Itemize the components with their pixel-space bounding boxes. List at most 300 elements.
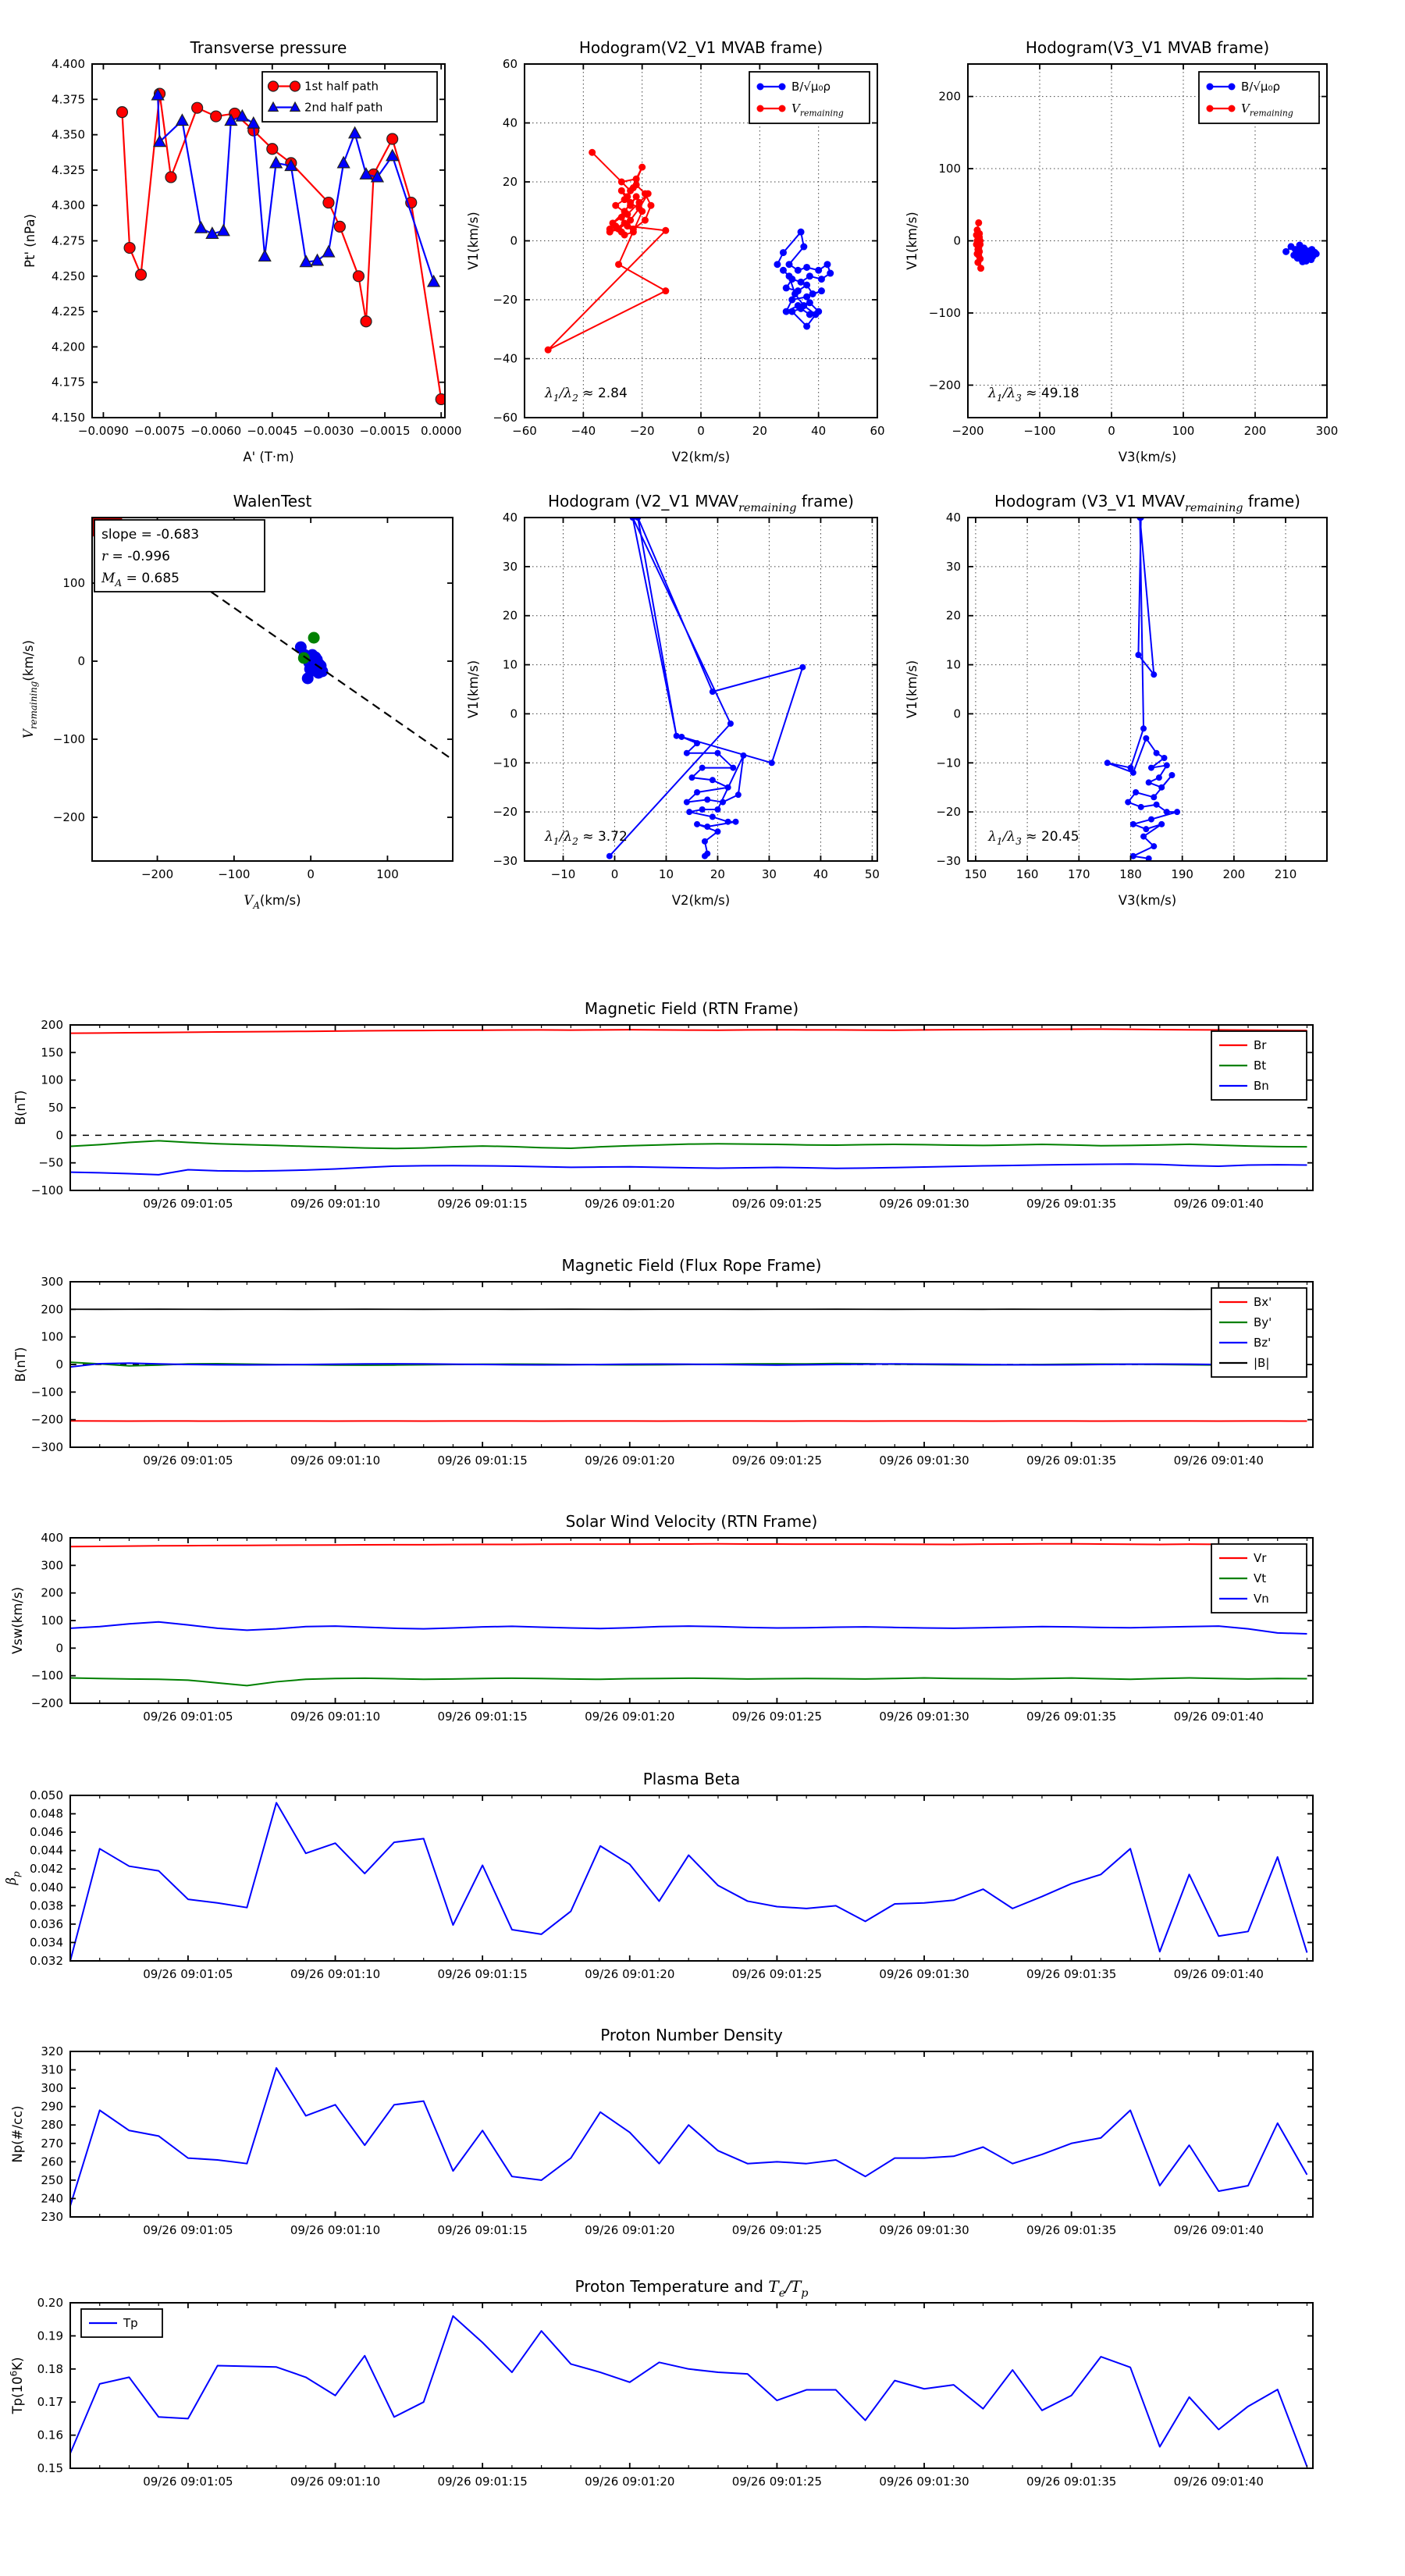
text-label: 200 xyxy=(41,1302,63,1317)
x-tick-labels xyxy=(143,2223,1264,2237)
proton-density-plot-svg xyxy=(0,2011,1405,2253)
text-label: 0.034 xyxy=(30,1935,63,1950)
text-label: 4.400 xyxy=(52,57,85,71)
text-label: −0.0030 xyxy=(303,424,354,438)
series-Bt-line xyxy=(70,1140,1307,1148)
stats-line: $M_A = 0.685$ xyxy=(101,571,180,589)
x-tick-labels xyxy=(951,424,1338,438)
series-Bn xyxy=(70,1164,1307,1175)
axes-spines xyxy=(70,1795,1313,1961)
axes-spines xyxy=(968,518,1327,861)
text-label: 09/26 09:01:35 xyxy=(1026,1967,1117,1981)
text-label: 0.18 xyxy=(37,2361,63,2376)
text-label: 0.046 xyxy=(30,1825,63,1840)
legend-label: Vt xyxy=(1254,1571,1267,1585)
text-label: −200 xyxy=(140,867,174,881)
series-Vr xyxy=(70,1544,1307,1547)
text-label: 09/26 09:01:05 xyxy=(143,1453,233,1468)
x-tick-labels xyxy=(143,1967,1264,1981)
text-label: 40 xyxy=(813,867,828,881)
legend-label: 2nd half path xyxy=(304,100,383,115)
text-label: 4.175 xyxy=(52,375,85,390)
series-2nd-half-path-line xyxy=(158,95,433,282)
series-Vn-line xyxy=(70,1622,1307,1634)
y-axis-label: Vsw(km/s) xyxy=(10,1586,25,1655)
text-label: 0 xyxy=(77,654,85,668)
legend xyxy=(1211,1031,1307,1100)
grid-lines xyxy=(968,518,1327,861)
text-label: −40 xyxy=(493,351,518,366)
hodogram-v2v1-mvav-plot-svg xyxy=(466,492,890,948)
y-axis-label: V1(km/s) xyxy=(905,660,919,719)
proton-density-plot xyxy=(0,2011,1405,2253)
hodogram-v2v1-mvab-plot-svg xyxy=(466,20,890,488)
chart-title: Transverse pressure xyxy=(190,38,347,57)
y-tick-labels xyxy=(37,2296,63,2475)
text-label: 4.375 xyxy=(52,92,85,107)
text-label: 100 xyxy=(41,1614,63,1628)
legend-label: Br xyxy=(1254,1038,1267,1052)
y-axis-label: $\beta_p$ xyxy=(4,1871,22,1885)
text-label: 0 xyxy=(610,867,619,881)
text-label: 09/26 09:01:30 xyxy=(879,1710,969,1724)
text-label: −20 xyxy=(493,293,518,307)
text-label: 09/26 09:01:40 xyxy=(1173,1197,1264,1211)
x-tick-labels xyxy=(512,424,884,438)
text-label: 30 xyxy=(761,867,777,881)
y-tick-labels xyxy=(30,1788,63,1968)
text-label: −0.0075 xyxy=(134,424,186,438)
walen-test-plot xyxy=(16,492,492,948)
text-label: 09/26 09:01:25 xyxy=(731,2475,823,2489)
series-Np-line xyxy=(70,2068,1307,2206)
chart-title: WalenTest xyxy=(233,492,312,511)
text-label: 4.225 xyxy=(52,304,85,319)
text-label: 0 xyxy=(697,424,705,438)
text-label: −200 xyxy=(951,424,984,438)
text-label: 09/26 09:01:40 xyxy=(1173,1967,1264,1981)
text-label: −100 xyxy=(30,1668,63,1683)
text-label: 320 xyxy=(41,2044,63,2058)
text-label: 190 xyxy=(1171,867,1193,881)
y-tick-labels xyxy=(41,2044,63,2224)
text-label: 0.15 xyxy=(37,2461,63,2475)
legend-label: Bt xyxy=(1254,1059,1267,1073)
legend-label: |B| xyxy=(1254,1356,1270,1370)
hodogram-v2v1-mvab-plot xyxy=(466,20,890,488)
text-label: 0 xyxy=(55,1357,63,1372)
text-label: 4.350 xyxy=(52,127,85,142)
legend-label: B/√μ₀ρ xyxy=(1241,80,1280,94)
series-Vr-line xyxy=(70,1544,1307,1547)
text-label: −40 xyxy=(571,424,596,438)
text-label: 09/26 09:01:05 xyxy=(143,1197,233,1211)
legend xyxy=(1211,1544,1307,1613)
lambda-ratio-annotation: $\lambda_1/\lambda_3 \approx 20.45$ xyxy=(988,829,1080,848)
legend-label: Tp xyxy=(123,2316,138,2330)
text-label: 150 xyxy=(964,867,987,881)
legend-label: $V_{remaining}$ xyxy=(791,101,844,119)
transverse-pressure-plot-svg xyxy=(16,20,484,488)
x-tick-labels xyxy=(141,867,399,881)
text-label: 09/26 09:01:30 xyxy=(879,1197,969,1211)
plasma-beta-plot-svg xyxy=(0,1755,1405,1997)
stats-box xyxy=(94,520,265,592)
text-label: 170 xyxy=(1067,867,1090,881)
text-label: 100 xyxy=(41,1329,63,1344)
hodogram-v3v1-mvab-plot-svg xyxy=(890,20,1389,488)
series-v-path-line xyxy=(610,518,802,856)
x-axis-label: A' (T·m) xyxy=(243,450,294,464)
text-label: 100 xyxy=(376,867,399,881)
y-tick-labels xyxy=(53,576,85,824)
text-label: 09/26 09:01:10 xyxy=(290,1453,381,1468)
text-label: 0.0000 xyxy=(420,424,462,438)
y-tick-labels xyxy=(493,57,518,425)
chart-title: Proton Number Density xyxy=(600,2026,783,2044)
text-label: 09/26 09:01:10 xyxy=(290,1710,381,1724)
text-label: −200 xyxy=(928,378,961,393)
text-label: −0.0015 xyxy=(359,424,411,438)
text-label: 09/26 09:01:25 xyxy=(731,1197,823,1211)
text-label: 20 xyxy=(710,867,725,881)
text-label: 09/26 09:01:30 xyxy=(879,1453,969,1468)
text-label: 0.040 xyxy=(30,1880,63,1895)
legend-label: Vr xyxy=(1254,1551,1267,1565)
text-label: 310 xyxy=(41,2062,63,2077)
text-label: 100 xyxy=(938,162,961,176)
legend-label: By' xyxy=(1254,1315,1272,1329)
text-label: 09/26 09:01:25 xyxy=(731,1453,823,1468)
text-label: 0.032 xyxy=(30,1954,63,1968)
text-label: 09/26 09:01:35 xyxy=(1026,1453,1117,1468)
series-v-remaining xyxy=(545,149,670,354)
text-label: 09/26 09:01:05 xyxy=(143,1967,233,1981)
chart-title: Magnetic Field (RTN Frame) xyxy=(584,999,799,1018)
text-label: −100 xyxy=(1023,424,1056,438)
series-Vn xyxy=(70,1622,1307,1634)
text-label: 09/26 09:01:15 xyxy=(437,2475,528,2489)
text-label: −20 xyxy=(629,424,655,438)
text-label: 09/26 09:01:40 xyxy=(1173,2223,1264,2237)
text-label: 4.150 xyxy=(52,411,85,425)
x-axis-label: V2(km/s) xyxy=(671,893,731,908)
text-label: 20 xyxy=(502,608,518,623)
legend xyxy=(749,72,870,123)
y-tick-labels xyxy=(929,90,961,393)
series-Vt xyxy=(70,1678,1307,1685)
series-Bn-line xyxy=(70,1164,1307,1175)
magnetic-field-rtn-plot-svg xyxy=(0,985,1405,1227)
text-label: 200 xyxy=(41,1585,63,1600)
y-axis-label: V1(km/s) xyxy=(466,212,481,270)
text-label: 0.048 xyxy=(30,1806,63,1821)
text-label: 100 xyxy=(62,576,85,590)
text-label: 0 xyxy=(307,867,315,881)
text-label: 09/26 09:01:20 xyxy=(585,2475,675,2489)
text-label: 150 xyxy=(41,1045,63,1060)
hodogram-v3v1-mvav-plot xyxy=(890,492,1389,948)
text-label: 09/26 09:01:20 xyxy=(585,1197,675,1211)
legend-label: Bn xyxy=(1254,1079,1269,1093)
axis-ticks xyxy=(70,1795,1313,1961)
text-label: 10 xyxy=(945,657,961,672)
y-axis-label: B(nT) xyxy=(13,1090,28,1126)
text-label: 0.044 xyxy=(30,1843,63,1858)
text-label: 200 xyxy=(41,1018,63,1032)
text-label: −0.0045 xyxy=(247,424,298,438)
text-label: 300 xyxy=(41,1558,63,1573)
text-label: 10 xyxy=(658,867,674,881)
y-axis-label: V1(km/s) xyxy=(466,660,481,719)
series-Bt xyxy=(70,1140,1307,1148)
text-label: 09/26 09:01:15 xyxy=(437,1967,528,1981)
x-tick-labels xyxy=(143,1197,1264,1211)
lambda-ratio-annotation: $\lambda_1/\lambda_2 \approx 3.72$ xyxy=(545,829,628,848)
text-label: 270 xyxy=(41,2136,63,2151)
text-label: 09/26 09:01:25 xyxy=(731,2223,823,2237)
text-label: 0 xyxy=(953,706,961,721)
x-axis-label: $V_A(km/s)$ xyxy=(244,893,301,911)
legend-label: Vn xyxy=(1254,1592,1269,1606)
text-label: 240 xyxy=(41,2191,63,2206)
text-label: 4.300 xyxy=(52,198,85,213)
text-label: 09/26 09:01:20 xyxy=(585,2223,675,2237)
series-Vt-line xyxy=(70,1678,1307,1685)
series-Np xyxy=(70,2068,1307,2206)
text-label: 0.050 xyxy=(30,1788,63,1802)
axes-spines xyxy=(70,1025,1313,1190)
x-tick-labels xyxy=(965,867,1297,881)
text-label: 09/26 09:01:30 xyxy=(879,1967,969,1981)
text-label: 4.250 xyxy=(52,269,85,283)
magnetic-field-fluxrope-plot-svg xyxy=(0,1241,1405,1483)
minor-ticks xyxy=(70,2303,1307,2468)
plasma-beta-plot xyxy=(0,1755,1405,1997)
text-label: 09/26 09:01:20 xyxy=(585,1710,675,1724)
series-v-path xyxy=(606,514,806,859)
transverse-pressure-plot xyxy=(16,20,484,488)
text-label: −60 xyxy=(493,411,518,425)
y-tick-labels xyxy=(31,1275,63,1454)
lambda-ratio-annotation: $\lambda_1/\lambda_3 \approx 49.18$ xyxy=(988,386,1080,404)
text-label: 230 xyxy=(41,2210,63,2224)
legend-label: Bz' xyxy=(1254,1336,1272,1350)
text-label: 09/26 09:01:20 xyxy=(585,1967,675,1981)
series-Tp xyxy=(70,2316,1307,2467)
text-label: −100 xyxy=(30,1385,63,1400)
legend xyxy=(262,72,437,122)
series-beta-p xyxy=(70,1802,1307,1961)
text-label: 09/26 09:01:30 xyxy=(879,2223,969,2237)
text-label: −60 xyxy=(512,424,537,438)
series-v-path xyxy=(1104,514,1180,862)
text-label: 10 xyxy=(502,657,518,672)
text-label: 40 xyxy=(502,511,518,525)
text-label: 4.200 xyxy=(52,340,85,354)
text-label: 300 xyxy=(41,2081,63,2096)
text-label: 09/26 09:01:10 xyxy=(290,2475,381,2489)
chart-title: Solar Wind Velocity (RTN Frame) xyxy=(565,1512,818,1531)
axis-ticks xyxy=(70,1025,1313,1190)
x-tick-labels xyxy=(78,424,462,438)
text-label: 4.275 xyxy=(52,233,85,248)
x-tick-labels xyxy=(143,1453,1264,1468)
legend xyxy=(81,2309,162,2337)
text-label: 09/26 09:01:40 xyxy=(1173,1453,1264,1468)
text-label: 09/26 09:01:15 xyxy=(437,1453,528,1468)
y-axis-label: V1(km/s) xyxy=(905,212,919,270)
chart-title: Proton Temperature and $T_e/T_p$ xyxy=(574,2277,809,2300)
hodogram-v2v1-mvav-plot xyxy=(466,492,890,948)
text-label: 09/26 09:01:05 xyxy=(143,1710,233,1724)
regression-dashed-line xyxy=(188,576,449,757)
text-label: 400 xyxy=(41,1531,63,1545)
stats-line: r = -0.996 xyxy=(101,549,170,564)
series-walen-blue-points xyxy=(295,642,329,685)
text-label: 0 xyxy=(55,1128,63,1143)
text-label: 0.19 xyxy=(37,2329,63,2343)
text-label: 09/26 09:01:30 xyxy=(879,2475,969,2489)
axes-spines xyxy=(70,2303,1313,2468)
axis-ticks xyxy=(70,2303,1313,2468)
walen-test-plot-svg xyxy=(16,492,492,948)
text-label: 0.042 xyxy=(30,1862,63,1877)
text-label: 200 xyxy=(1222,867,1246,881)
text-label: 0.036 xyxy=(30,1916,63,1931)
text-label: −0.0090 xyxy=(77,424,129,438)
text-label: 290 xyxy=(41,2099,63,2114)
text-label: 0 xyxy=(510,233,518,248)
text-label: 0 xyxy=(953,233,961,248)
text-label: 09/26 09:01:15 xyxy=(437,2223,528,2237)
text-label: 0.20 xyxy=(37,2296,63,2310)
proton-temperature-plot-svg xyxy=(0,2262,1405,2543)
text-label: 4.325 xyxy=(52,162,85,177)
text-label: −30 xyxy=(493,854,518,868)
chart-title: Hodogram (V3_V1 $MVAV_{remaining}$ frame) xyxy=(994,492,1300,514)
text-label: −100 xyxy=(928,305,961,320)
text-label: −10 xyxy=(493,756,518,770)
text-label: 0 xyxy=(1108,424,1115,438)
minor-ticks xyxy=(70,1025,1307,1190)
proton-temperature-plot xyxy=(0,2262,1405,2543)
text-label: 09/26 09:01:10 xyxy=(290,2223,381,2237)
solar-wind-velocity-plot xyxy=(0,1497,1405,1739)
text-label: 250 xyxy=(41,2172,63,2187)
text-label: 200 xyxy=(1243,424,1267,438)
hodogram-v3v1-mvav-plot-svg xyxy=(890,492,1389,948)
text-label: 300 xyxy=(1315,424,1339,438)
y-tick-labels xyxy=(31,1018,63,1197)
legend xyxy=(1199,72,1319,123)
text-label: 09/26 09:01:35 xyxy=(1026,1710,1117,1724)
text-label: 20 xyxy=(502,175,518,189)
text-label: 50 xyxy=(48,1101,63,1115)
text-label: 50 xyxy=(864,867,880,881)
y-tick-labels xyxy=(493,511,518,868)
series-b-over-sqrt-mu0rho xyxy=(1282,242,1320,265)
text-label: 210 xyxy=(1274,867,1297,881)
text-label: 09/26 09:01:05 xyxy=(143,2475,233,2489)
stats-line: slope = -0.683 xyxy=(101,527,200,543)
series-b-over-sqrt-mu0rho xyxy=(774,229,834,330)
x-tick-labels xyxy=(143,1710,1264,1724)
text-label: 300 xyxy=(41,1275,63,1289)
text-label: 09/26 09:01:15 xyxy=(437,1197,528,1211)
text-label: −100 xyxy=(30,1183,63,1197)
legend-label: $V_{remaining}$ xyxy=(1241,101,1293,119)
y-axis-label: Np(#/cc) xyxy=(10,2105,25,2163)
x-axis-label: V3(km/s) xyxy=(1118,893,1177,908)
text-label: −200 xyxy=(52,810,85,824)
text-label: 09/26 09:01:25 xyxy=(731,1710,823,1724)
text-label: 09/26 09:01:15 xyxy=(437,1710,528,1724)
magnetic-field-fluxrope-plot xyxy=(0,1241,1405,1483)
text-label: 280 xyxy=(41,2118,63,2133)
text-label: 160 xyxy=(1016,867,1039,881)
solar-wind-velocity-plot-svg xyxy=(0,1497,1405,1739)
y-axis-label: Pt' (nPa) xyxy=(23,214,37,268)
text-label: 180 xyxy=(1119,867,1142,881)
y-tick-labels xyxy=(936,511,961,868)
y-axis-label: B(nT) xyxy=(13,1347,28,1382)
text-label: 60 xyxy=(870,424,885,438)
chart-title: Hodogram (V2_V1 $MVAV_{remaining}$ frame) xyxy=(548,492,854,514)
chart-title: Hodogram(V3_V1 MVAB frame) xyxy=(1025,38,1270,57)
text-label: −30 xyxy=(936,854,961,868)
y-axis-label: $Tp(10^6K)$ xyxy=(8,2357,25,2414)
text-label: 09/26 09:01:40 xyxy=(1173,2475,1264,2489)
text-label: −200 xyxy=(30,1412,63,1427)
text-label: 100 xyxy=(41,1073,63,1087)
text-label: 09/26 09:01:10 xyxy=(290,1197,381,1211)
series-v-remaining xyxy=(973,219,985,272)
lambda-ratio-annotation: $\lambda_1/\lambda_2 \approx 2.84$ xyxy=(545,386,628,404)
chart-title: Magnetic Field (Flux Rope Frame) xyxy=(561,1256,822,1275)
text-label: 09/26 09:01:40 xyxy=(1173,1710,1264,1724)
x-axis-label: V3(km/s) xyxy=(1118,450,1177,464)
x-axis-label: V2(km/s) xyxy=(671,450,731,464)
text-label: 0 xyxy=(55,1641,63,1656)
text-label: −300 xyxy=(30,1440,63,1454)
text-label: −20 xyxy=(936,805,961,820)
y-tick-labels xyxy=(31,1531,63,1710)
magnetic-field-rtn-plot xyxy=(0,985,1405,1227)
text-label: 20 xyxy=(752,424,767,438)
text-label: 09/26 09:01:25 xyxy=(731,1967,823,1981)
text-label: 09/26 09:01:10 xyxy=(290,1967,381,1981)
legend-label: B/√μ₀ρ xyxy=(791,80,831,94)
text-label: −10 xyxy=(550,867,576,881)
text-label: 09/26 09:01:35 xyxy=(1026,2223,1117,2237)
text-label: −50 xyxy=(38,1155,63,1170)
text-label: 0.16 xyxy=(37,2428,63,2443)
text-label: 09/26 09:01:35 xyxy=(1026,1197,1117,1211)
legend xyxy=(1211,1288,1307,1377)
text-label: 40 xyxy=(502,116,518,130)
chart-title: Plasma Beta xyxy=(642,1770,741,1788)
text-label: 60 xyxy=(502,57,518,71)
series-Br xyxy=(70,1029,1307,1033)
text-label: −10 xyxy=(936,756,961,770)
legend-label: 1st half path xyxy=(304,79,379,94)
text-label: 20 xyxy=(945,608,961,623)
series-Tp-line xyxy=(70,2316,1307,2467)
text-label: 0 xyxy=(510,706,518,721)
legend-label: Bx' xyxy=(1254,1295,1272,1309)
chart-title: Hodogram(V2_V1 MVAB frame) xyxy=(578,38,823,57)
